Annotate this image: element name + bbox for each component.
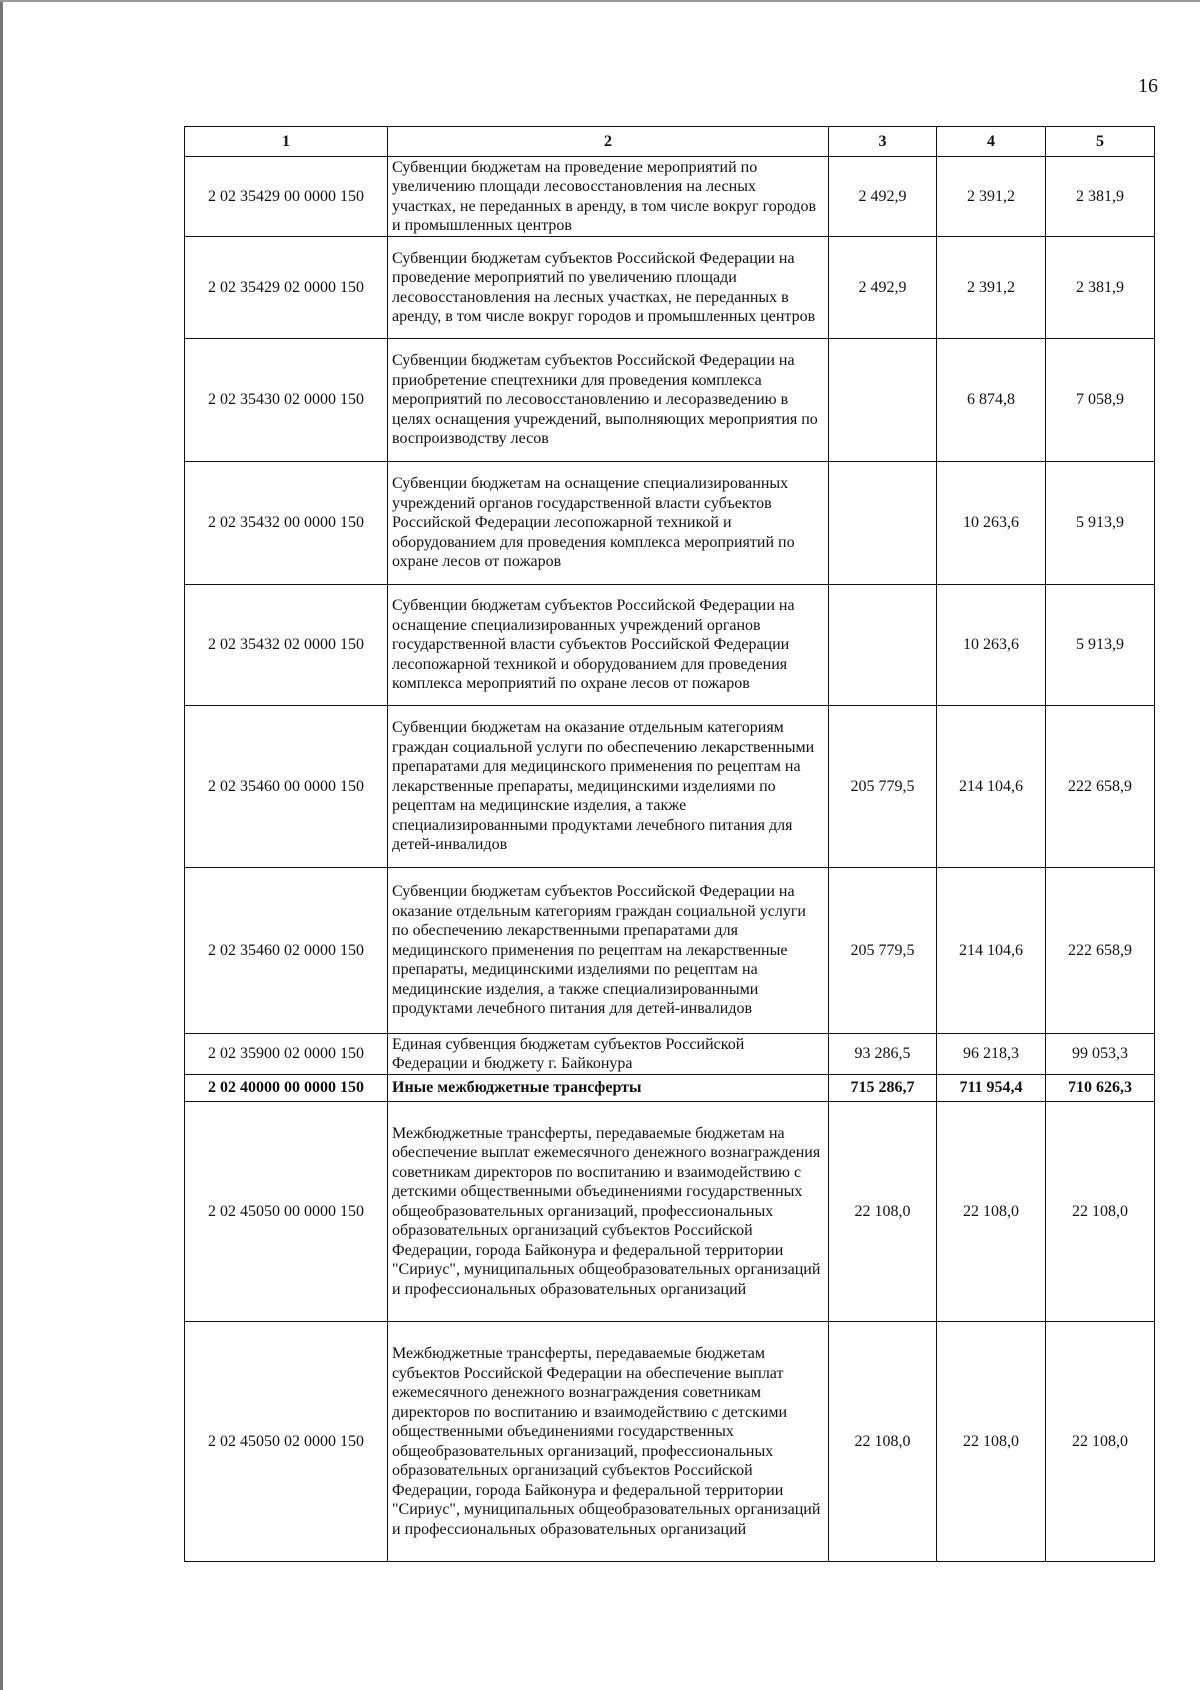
budget-code-cell: 2 02 35460 00 0000 150: [185, 706, 388, 868]
table-row: [185, 1322, 1155, 1562]
description-cell: Субвенции бюджетам субъектов Российской Федерации на приобретение спецтехники для проведения комплекса мероприятий по лесовосстановлению и лесоразведению в целях оснащения учреждений, выполняющих мероприятия по воспроизводству лесов: [388, 339, 829, 462]
description-cell: Субвенции бюджетам на оснащение специализированных учреждений органов государственной власти субъектов Российской Федерации лесопожарной техникой и оборудованием для проведения комплекса мероприятий по охране лесов от пожаров: [388, 462, 829, 585]
description-cell: Межбюджетные трансферты, передаваемые бюджетам на обеспечение выплат ежемесячного денежного вознаграждения советникам директоров по воспитанию и взаимодействию с детскими общественными объединениями государственных общеобразовательных организаций, профессиональных образовательных организаций субъектов Российской Федерации, города Байконура и федеральной территории "Сириус", муниципальных общеобразовательных организаций и профессиональных образовательных организаций: [388, 1102, 829, 1322]
value-col5-cell: 2 381,9: [1046, 157, 1155, 237]
budget-code-cell: 2 02 35900 02 0000 150: [185, 1034, 388, 1075]
value-col4-cell: 711 954,4: [937, 1075, 1046, 1102]
description-cell: Единая субвенция бюджетам субъектов Российской Федерации и бюджету г. Байконура: [388, 1034, 829, 1075]
value-col5-cell: 222 658,9: [1046, 706, 1155, 868]
budget-code-cell: 2 02 40000 00 0000 150: [185, 1075, 388, 1102]
value-col3-cell: 22 108,0: [829, 1322, 937, 1562]
column-header-4: 4: [937, 127, 1046, 157]
table-row: [185, 1034, 1155, 1075]
value-col4-cell: 10 263,6: [937, 462, 1046, 585]
budget-code-cell: 2 02 35429 00 0000 150: [185, 157, 388, 237]
table-header-row: [185, 127, 1155, 157]
description-cell: Субвенции бюджетам субъектов Российской Федерации на проведение мероприятий по увеличению площади лесовосстановления на лесных участках, не переданных в аренду, в том числе вокруг городов и промышленных центров: [388, 237, 829, 339]
table-row: [185, 868, 1155, 1034]
table-row: [185, 1102, 1155, 1322]
budget-code-cell: 2 02 35460 02 0000 150: [185, 868, 388, 1034]
value-col5-cell: 22 108,0: [1046, 1102, 1155, 1322]
value-col3-cell: 2 492,9: [829, 157, 937, 237]
budget-code-cell: 2 02 35432 02 0000 150: [185, 585, 388, 706]
value-col3-cell: [829, 462, 937, 585]
budget-code-cell: 2 02 35430 02 0000 150: [185, 339, 388, 462]
column-header-1: 1: [185, 127, 388, 157]
description-cell: Иные межбюджетные трансферты: [388, 1075, 829, 1102]
table-row: [185, 237, 1155, 339]
value-col3-cell: [829, 339, 937, 462]
value-col4-cell: 22 108,0: [937, 1102, 1046, 1322]
value-col4-cell: 2 391,2: [937, 237, 1046, 339]
value-col5-cell: 7 058,9: [1046, 339, 1155, 462]
description-cell: Субвенции бюджетам на проведение мероприятий по увеличению площади лесовосстановления на лесных участках, не переданных в аренду, в том числе вокруг городов и промышленных центров: [388, 157, 829, 237]
description-cell: Субвенции бюджетам субъектов Российской Федерации на оказание отдельным категориям граждан социальной услуги по обеспечению лекарственными препаратами для медицинского применения по рецептам на лекарственные препараты, медицинскими изделиями по рецептам на медицинские изделия, а также специализированными продуктами лечебного питания для детей-инвалидов: [388, 868, 829, 1034]
table-row: [185, 339, 1155, 462]
description-cell: Субвенции бюджетам субъектов Российской Федерации на оснащение специализированных учреждений органов государственной власти субъектов Российской Федерации лесопожарной техникой и оборудованием для проведения комплекса мероприятий по охране лесов от пожаров: [388, 585, 829, 706]
table-row-subtotal: [185, 1075, 1155, 1102]
value-col4-cell: 22 108,0: [937, 1322, 1046, 1562]
column-header-5: 5: [1046, 127, 1155, 157]
value-col5-cell: 710 626,3: [1046, 1075, 1155, 1102]
value-col5-cell: 22 108,0: [1046, 1322, 1155, 1562]
value-col4-cell: 2 391,2: [937, 157, 1046, 237]
value-col4-cell: 96 218,3: [937, 1034, 1046, 1075]
column-header-2: 2: [388, 127, 829, 157]
description-cell: Субвенции бюджетам на оказание отдельным категориям граждан социальной услуги по обеспечению лекарственными препаратами для медицинского применения по рецептам на лекарственные препараты, медицинскими изделиями по рецептам на медицинские изделия, а также специализированными продуктами лечебного питания для детей-инвалидов: [388, 706, 829, 868]
page-number: 16: [1138, 75, 1158, 97]
table-row: [185, 706, 1155, 868]
budget-code-cell: 2 02 35429 02 0000 150: [185, 237, 388, 339]
table-row: [185, 157, 1155, 237]
description-cell: Межбюджетные трансферты, передаваемые бюджетам субъектов Российской Федерации на обеспечение выплат ежемесячного денежного вознаграждения советникам директоров по воспитанию и взаимодействию с детскими общественными объединениями государственных общеобразовательных организаций, профессиональных образовательных организаций субъектов Российской Федерации, города Байконура и федеральной территории "Сириус", муниципальных общеобразовательных организаций и профессиональных образовательных организаций: [388, 1322, 829, 1562]
budget-code-cell: 2 02 35432 00 0000 150: [185, 462, 388, 585]
value-col3-cell: 715 286,7: [829, 1075, 937, 1102]
value-col3-cell: 2 492,9: [829, 237, 937, 339]
value-col3-cell: [829, 585, 937, 706]
value-col3-cell: 205 779,5: [829, 706, 937, 868]
value-col3-cell: 205 779,5: [829, 868, 937, 1034]
value-col5-cell: 222 658,9: [1046, 868, 1155, 1034]
value-col3-cell: 22 108,0: [829, 1102, 937, 1322]
value-col5-cell: 5 913,9: [1046, 585, 1155, 706]
column-header-3: 3: [829, 127, 937, 157]
budget-code-cell: 2 02 45050 02 0000 150: [185, 1322, 388, 1562]
value-col4-cell: 214 104,6: [937, 706, 1046, 868]
table-row: [185, 462, 1155, 585]
table-row: [185, 585, 1155, 706]
scan-top-edge: [0, 0, 1200, 2]
value-col5-cell: 5 913,9: [1046, 462, 1155, 585]
value-col4-cell: 6 874,8: [937, 339, 1046, 462]
value-col5-cell: 2 381,9: [1046, 237, 1155, 339]
value-col5-cell: 99 053,3: [1046, 1034, 1155, 1075]
budget-code-cell: 2 02 45050 00 0000 150: [185, 1102, 388, 1322]
value-col4-cell: 214 104,6: [937, 868, 1046, 1034]
value-col4-cell: 10 263,6: [937, 585, 1046, 706]
scan-left-edge: [0, 0, 3, 1690]
value-col3-cell: 93 286,5: [829, 1034, 937, 1075]
budget-table: [184, 126, 1155, 1562]
